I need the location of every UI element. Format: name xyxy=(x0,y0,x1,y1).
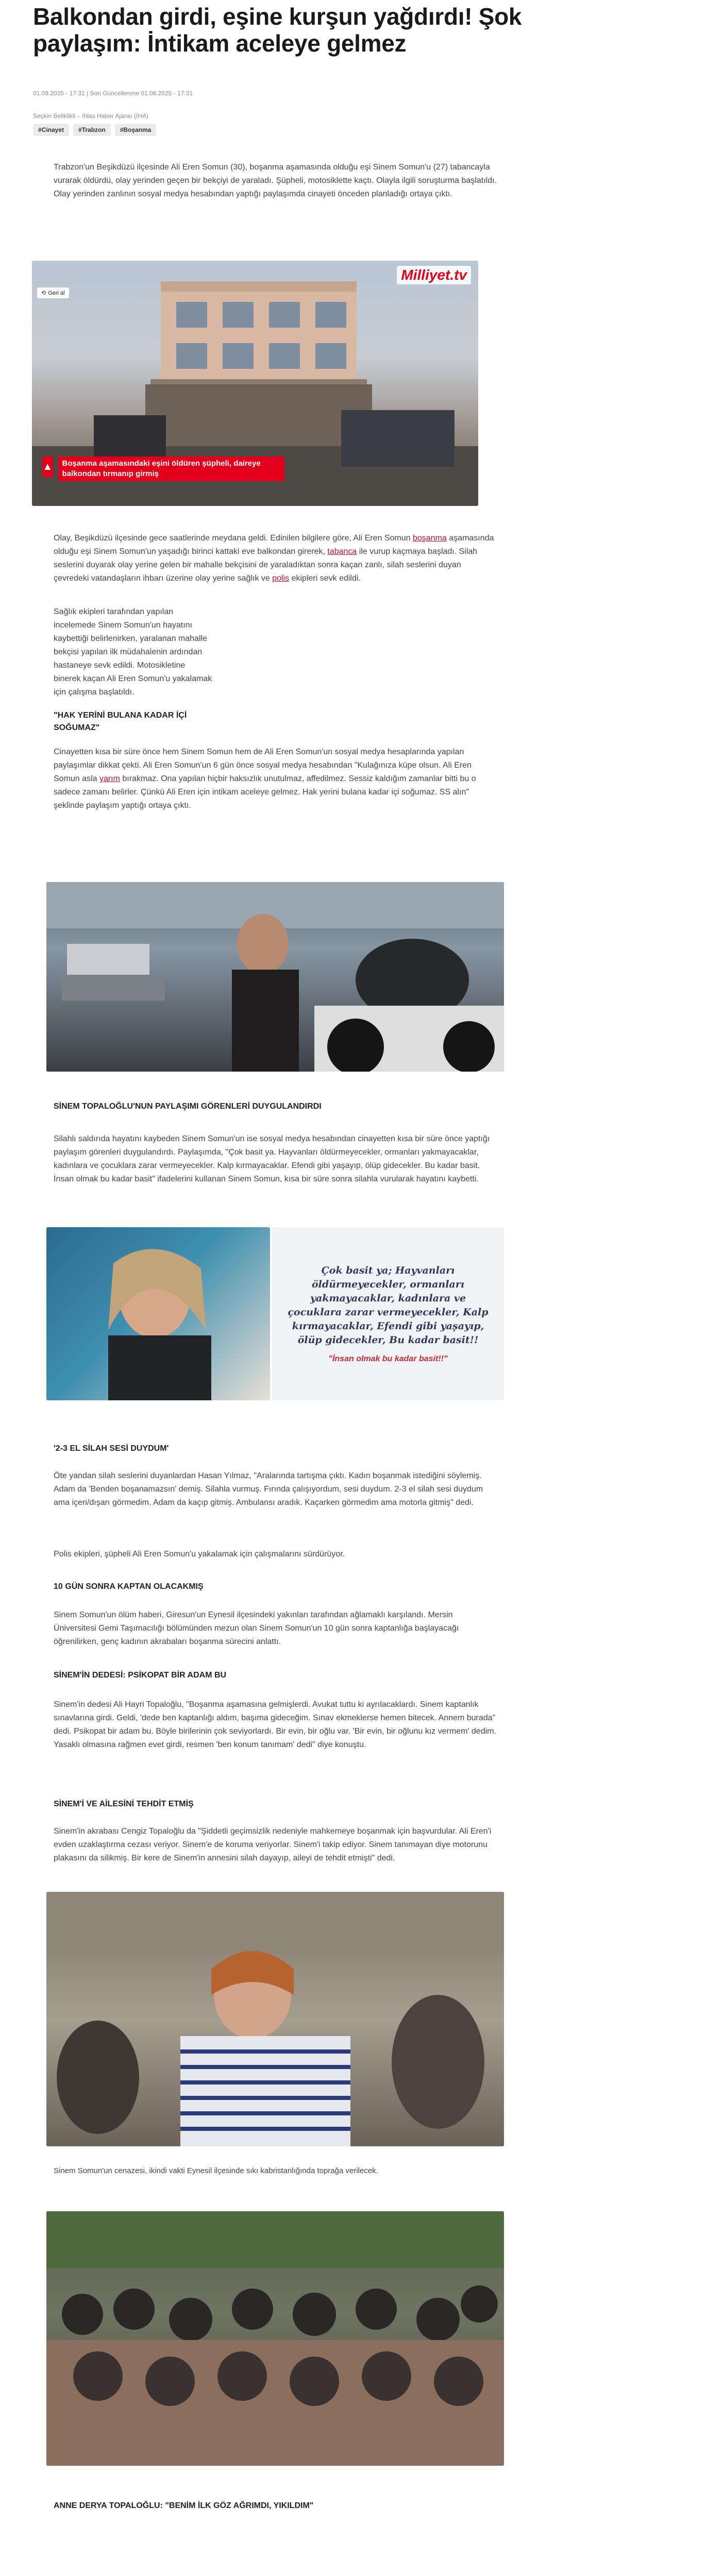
video-caption-bar xyxy=(42,456,284,481)
milliyet-tv-logo: Milliyet.tv xyxy=(397,266,471,284)
heading-mother: ANNE DERYA TOPALOĞLU: "BENİM İLK GÖZ AĞRIMDI, YIKILDIM" xyxy=(54,2501,314,2510)
text: bırakmaz. Ona yapılan hiçbir haksızlık unutulmaz, affedilmez. Sessiz kaldığım zamanlar bitti bu o sadece zamanı belirler. Çünkü Ali Eren için intikam aceleye gelmez. Hak yerini bulana kadar içi soğumaz. SS alın" şeklinde paylaşım yaptığı ortaya çıktı. xyxy=(54,774,476,810)
tag-trabzon[interactable]: #Trabzon xyxy=(73,124,111,136)
quote-text: Çok basit ya; Hayvanları öldürmeyecekler, ormanları yakmayacaklar, kadınlara ve çocuklara zarar vermeyecekler, Kalp kırmayacaklar, Efendi gibi yaşayıp, ölüp gidecekler, Bu kadar basit!! xyxy=(288,1265,489,1346)
motorcycle-scene xyxy=(46,882,504,1072)
heading-grandfather: SİNEM'İN DEDESİ: PSİKOPAT BİR ADAM BU xyxy=(54,1671,227,1680)
portrait-scene xyxy=(46,1227,270,1400)
text: ile vurup kaçmaya başladı. Silah seslerini duyarak olay yerine gelen bir mahalle bekçisini de yaraladıktan sonra kaçan zanlı, silah seslerini duyan çevredeki vatandaşların ihbarı üzerine olay yerine sağlık ve xyxy=(54,547,478,583)
paragraph-5: Öte yandan silah seslerini duyanlardan Hasan Yılmaz, "Aralarında tartışma çıktı. Kadın boşanmak istediğini söylemiş. Adam da 'Benden boşanamazsın' demiş. Silahla vurmuş. Fırında çalışıyordum, sesi duydum. 2-3 el silah sesi duydum ama içeri/dışarı görmedim. Adam da kaçıp gitmiş. Ambulansı aradık. Kaçarken görmedim ama motorla gitmiş" dedi. xyxy=(54,1471,483,1507)
heading-threat: SİNEM'İ VE AİLESİNİ TEHDİT ETMİŞ xyxy=(54,1800,194,1808)
heading-sinem-post: SİNEM TOPALOĞLU'NUN PAYLAŞIMI GÖRENLERİ DUYGULANDIRDI xyxy=(54,1102,322,1111)
text: ekipleri sevk edildi. xyxy=(289,574,361,583)
tag-cinayet[interactable]: #Cinayet xyxy=(33,124,69,136)
heading-revenge: "HAK YERİNİ BULANA KADAR İÇİ SOĞUMAZ" xyxy=(54,711,187,732)
publish-meta: 01.08.2025 - 17:31 | Son Güncellenme 01.08.2025 - 17:31 xyxy=(33,90,193,97)
heading-captain: 10 GÜN SONRA KAPTAN OLACAKMIŞ xyxy=(54,1582,204,1591)
quote-card xyxy=(272,1227,504,1400)
quote-subtitle: "İnsan olmak bu kadar basit!!" xyxy=(328,1354,448,1363)
tag-bosanma[interactable]: #Boşanma xyxy=(115,124,157,136)
paragraph-3 xyxy=(54,745,497,812)
byline: Seçkin Beliklikli – İhlas Haber Ajansı (İHA) xyxy=(33,112,149,120)
crowd-scene xyxy=(46,2211,504,2466)
link-polis[interactable]: polis xyxy=(272,574,290,583)
flame-icon: ▲ xyxy=(42,456,53,477)
paragraph-7: Sinem Somun'un ölüm haberi, Giresun'un Eynesil ilçesindeki yakınları tarafından ağlamaklı karşılandı. Mersin Üniversitesi Gemi Taşımacılığı bölümünden mezun olan Sinem Somun'un 10 gün sonra kaptanlığa başlayacağı öğrenilirken, genç kadının akrabaları boşanma sürecini anlattı. xyxy=(54,1611,459,1646)
video-caption: Boşanma aşamasındaki eşini öldüren şüpheli, daireye balkondan tırmanıp girmiş xyxy=(58,456,284,481)
link-tabanca[interactable]: tabanca xyxy=(327,547,357,556)
article-title: Balkondan girdi, eşine kurşun yağdırdı! Şok paylaşım: İntikam aceleye gelmez xyxy=(33,3,522,57)
paragraph-9: Sinem'in akrabası Cengiz Topaloğlu da "Şiddetli geçimsizlik nedeniyle mahkemeye boşanmak için başvurdular. Ali Eren'i evden uzaklaştırma cezası veriyor. Sinem'e de koruma veriyorlar. Sinem'i takip ediyor. Sinem tanımayan diye motorunu plakasını da silikmiş. Bir kere de Sinem'in annesini silah dayayıp, aileyi de tehdit etmişti" dedi. xyxy=(54,1827,492,1862)
photo-sinem-somun xyxy=(46,1227,270,1400)
tag-list xyxy=(33,124,156,136)
text: Cinayetten kısa bir süre önce hem Sinem Somun hem de Ali Eren Somun'un sosyal medya hesaplarında yapılan paylaşımlar dikkat çekti. Ali Eren Somun'un 6 gün önce sosyal medya hesabından "Kulağınıza küpe olsun. Ali Eren Somun asla xyxy=(54,748,472,783)
heading-gunshots: '2-3 EL SİLAH SESİ DUYDUM' xyxy=(54,1444,169,1453)
back-control[interactable] xyxy=(37,287,69,298)
photo-grieving-woman xyxy=(46,1892,504,2146)
text: Olay, Beşikdüzü ilçesinde gece saatlerinde meydana geldi. Edinilen bilgilere göre, Ali Eren Somun xyxy=(54,534,413,543)
lead-paragraph: Trabzon'un Beşikdüzü ilçesinde Ali Eren Somun (30), boşanma aşamasında olduğu eşi Sinem Somun'u (27) tabancayla vurarak öldürdü, olay yerinden geçen bir bekçiyi de yaraladı. Şüpheli, motosiklette kaçtı. Olayla ilgili soruşturma başlatıldı. Olay yerinden zanlının sosyal medya hesabından yaptığı paylaşımda cinayeti önceden planladığı ortaya çıktı. xyxy=(54,163,497,198)
undo-icon: ⟲ xyxy=(41,290,46,296)
paragraph-2: Sağlık ekipleri tarafından yapılan incelemede Sinem Somun'un hayatını kaybettiği belirlenirken, yaralanan mahalle bekçisi yapılan ilk müdahalenin ardından hastaneye sevk edildi. Motosikletine binerek kaçan Ali Eren Somun'u yakalamak için çalışma başlatıldı. xyxy=(54,607,212,697)
paragraph-1 xyxy=(54,532,497,585)
link-yarim[interactable]: yarım xyxy=(99,774,120,783)
video-player[interactable] xyxy=(32,261,478,506)
paragraph-6: Polis ekipleri, şüpheli Ali Eren Somun'u yakalamak için çalışmalarını sürdürüyor. xyxy=(54,1550,345,1558)
photo-funeral-crowd xyxy=(46,2211,504,2466)
funeral-caption: Sinem Somun'un cenazesi, ikindi vakti Eynesil ilçesinde sıkı kabristanlığında toprağa verilecek. xyxy=(54,2166,378,2175)
text: aşamasında olduğu eşi Sinem Somun'un yaşadığı birinci kattaki eve balkondan girerek, xyxy=(54,534,494,556)
paragraph-4: Silahlı saldırıda hayatını kaybeden Sinem Somun'un ise sosyal medya hesabından cinayetten kısa bir süre önce yaptığı paylaşım görenleri duygulandırdı. Paylaşımda, "Çok basit ya. Hayvanları öldürmeyecekler, ormanları yakmayacaklar, kadınlara ve çocuklara zarar vermeyecekler. Kalp kırmayacaklar. Efendi gibi yaşayıp, ölüp gidecekler. Bu kadar basit. İnsan olmak bu kadar basit" ifadelerini kullanan Sinem Somun, kısa bir süre sonra silahla vurularak hayatını kaybetti. xyxy=(54,1134,490,1183)
paragraph-8: Sinem'in dedesi Ali Hayri Topaloğlu, "Boşanma aşamasına gelmişlerdi. Avukat tuttu ki ayrılacaklardı. Sinem kaptanlık sınavlarına girdi. Geldi, 'dede ben kaptanlığı aldım, başıma gideceğim. Sınav ekmeklerse hemen bitecek. Annem burada" dedi. Psikopat bir adam bu. Böyle birilerinin çok seviyorlardı. Bir evin, bir oğlu var. 'Bir evin, bir oğlunu kız vermem' dedim. Yasaklı olmasına rağmen evet girdi, resmen 'ben konum tanımam' dedi" diye konuştu. xyxy=(54,1700,496,1749)
grief-scene xyxy=(46,1892,504,2146)
link-bosanma[interactable]: boşanma xyxy=(413,534,447,543)
back-label: Geri al xyxy=(48,290,65,296)
photo-suspect-motorcycle xyxy=(46,882,504,1072)
